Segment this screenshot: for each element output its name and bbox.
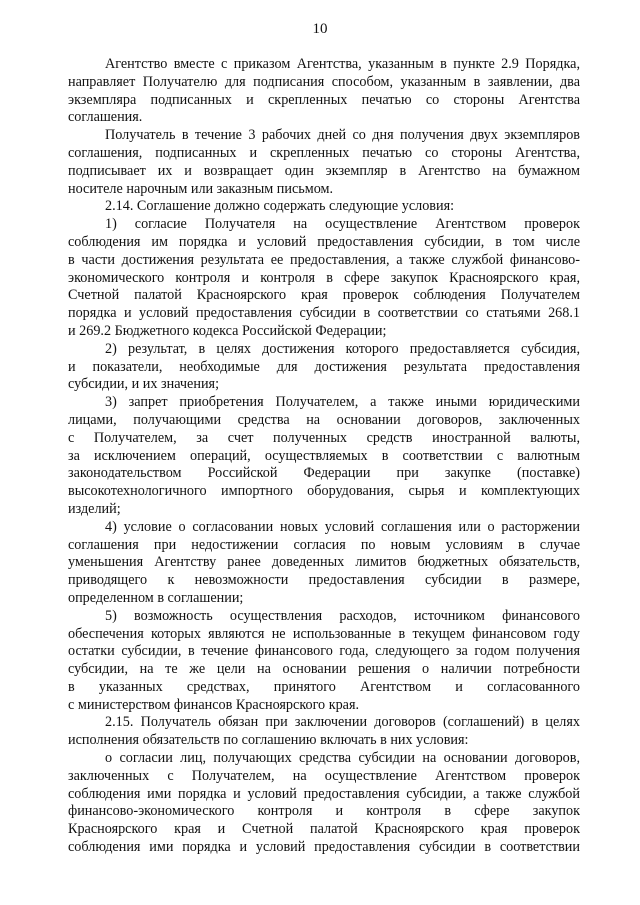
- text-line: заключенных с Получателем, на осуществление Агентством проверок: [68, 767, 580, 784]
- text-line: 1) согласие Получателя на осуществление Агентством проверок: [105, 216, 580, 233]
- text-line: определенном в соглашении;: [68, 589, 244, 606]
- text-line: Агентство вместе с приказом Агентства, указанным в пункте 2.9 Порядка,: [105, 56, 580, 72]
- text-line: обеспечения которых являются не использованные в текущем финансовом году: [68, 625, 580, 642]
- text-line: высокотехнологичного импортного оборудования, сырья и комплектующих: [68, 483, 580, 500]
- text-line: лицами, получающими средства на основании договоров, заключенных: [68, 411, 580, 428]
- text-line: и показатели, необходимые для достижения результата предоставления: [68, 358, 580, 375]
- text-line: за исключением операций, осуществляемых в соответствии с валютным: [68, 447, 580, 464]
- text-line: с министерством финансов Красноярского края.: [68, 696, 360, 713]
- text-line: остатки субсидии, в течение финансового года, следующего за годом получения: [68, 643, 580, 660]
- text-line: соглашения при недостижении согласия по новым условиям в случае: [68, 536, 580, 553]
- text-line: 5) возможность осуществления расходов, источником финансового: [105, 607, 580, 624]
- text-line: экземпляра подписанных и скрепленных печатью со стороны Агентства: [68, 91, 580, 108]
- text-line: в указанных средствах, принятого Агентством и согласованного: [68, 678, 580, 695]
- text-line: финансово-экономического контроля и контроля в сфере закупок: [68, 803, 580, 820]
- text-line: о согласии лиц, получающих средства субсидии на основании договоров,: [105, 750, 580, 767]
- text-line: изделий;: [68, 500, 121, 517]
- text-line: в части достижения результата ее предоставления, а также службой финансово-: [68, 251, 580, 268]
- text-line: субсидии, и их значения;: [68, 376, 220, 393]
- text-line: Красноярского края и Счетной палатой Красноярского края проверок: [68, 821, 580, 838]
- text-line: соблюдения им порядка и условий предоставления субсидии, в том числе: [68, 233, 580, 250]
- text-line: 3) запрет приобретения Получателем, а также иными юридическими: [105, 394, 580, 411]
- text-line: с Получателем, за счет полученных средств иностранной валюты,: [68, 429, 580, 446]
- text-line: соглашения.: [68, 109, 143, 126]
- text-line: порядка и условий предоставления субсидии в соответствии со статьями 268.1: [68, 305, 580, 322]
- document-body: [68, 56, 580, 857]
- text-line: подписывает их и возвращает один экземпляр в Агентство на бумажном: [68, 162, 580, 179]
- text-line: Счетной палатой Красноярского края проверок соблюдения Получателем: [68, 287, 580, 304]
- text-line: приводящего к невозможности предоставления субсидии в размере,: [68, 572, 580, 589]
- text-line: 2.14. Соглашение должно содержать следующие условия:: [105, 198, 455, 215]
- text-line: носителе нарочным или заказным письмом.: [68, 180, 334, 197]
- text-line: соблюдения ими порядка и условий предоставления субсидии в соответствии: [68, 839, 580, 856]
- text-line: исполнения обязательств по соглашению включать в них условия:: [68, 732, 469, 749]
- text-line: субсидии, на те же цели на основании решения о наличии потребности: [68, 661, 580, 678]
- text-line: экономического контроля и контроля в сфере закупок Красноярского края,: [68, 269, 580, 286]
- text-line: Получатель в течение 3 рабочих дней со дня получения двух экземпляров: [105, 127, 580, 144]
- text-line: 2.15. Получатель обязан при заключении договоров (соглашений) в целях: [105, 714, 580, 731]
- text-line: соглашения, подписанных и скрепленных печатью со стороны Агентства,: [68, 144, 580, 161]
- text-line: и 269.2 Бюджетного кодекса Российской Федерации;: [68, 322, 387, 339]
- text-line: 2) результат, в целях достижения которого предоставляется субсидия,: [105, 340, 580, 357]
- text-line: направляет Получателю для подписания способом, указанным в заявлении, два: [68, 73, 580, 90]
- text-line: 4) условие о согласовании новых условий соглашения или о расторжении: [105, 518, 580, 535]
- text-line: соблюдения ими порядка и условий предоставления субсидии, а также службой: [68, 785, 580, 802]
- text-line: законодательством Российской Федерации при закупке (поставке): [68, 465, 580, 482]
- page-number: 10: [312, 21, 328, 37]
- text-line: уменьшения Агентству ранее доведенных лимитов бюджетных обязательств,: [68, 554, 580, 571]
